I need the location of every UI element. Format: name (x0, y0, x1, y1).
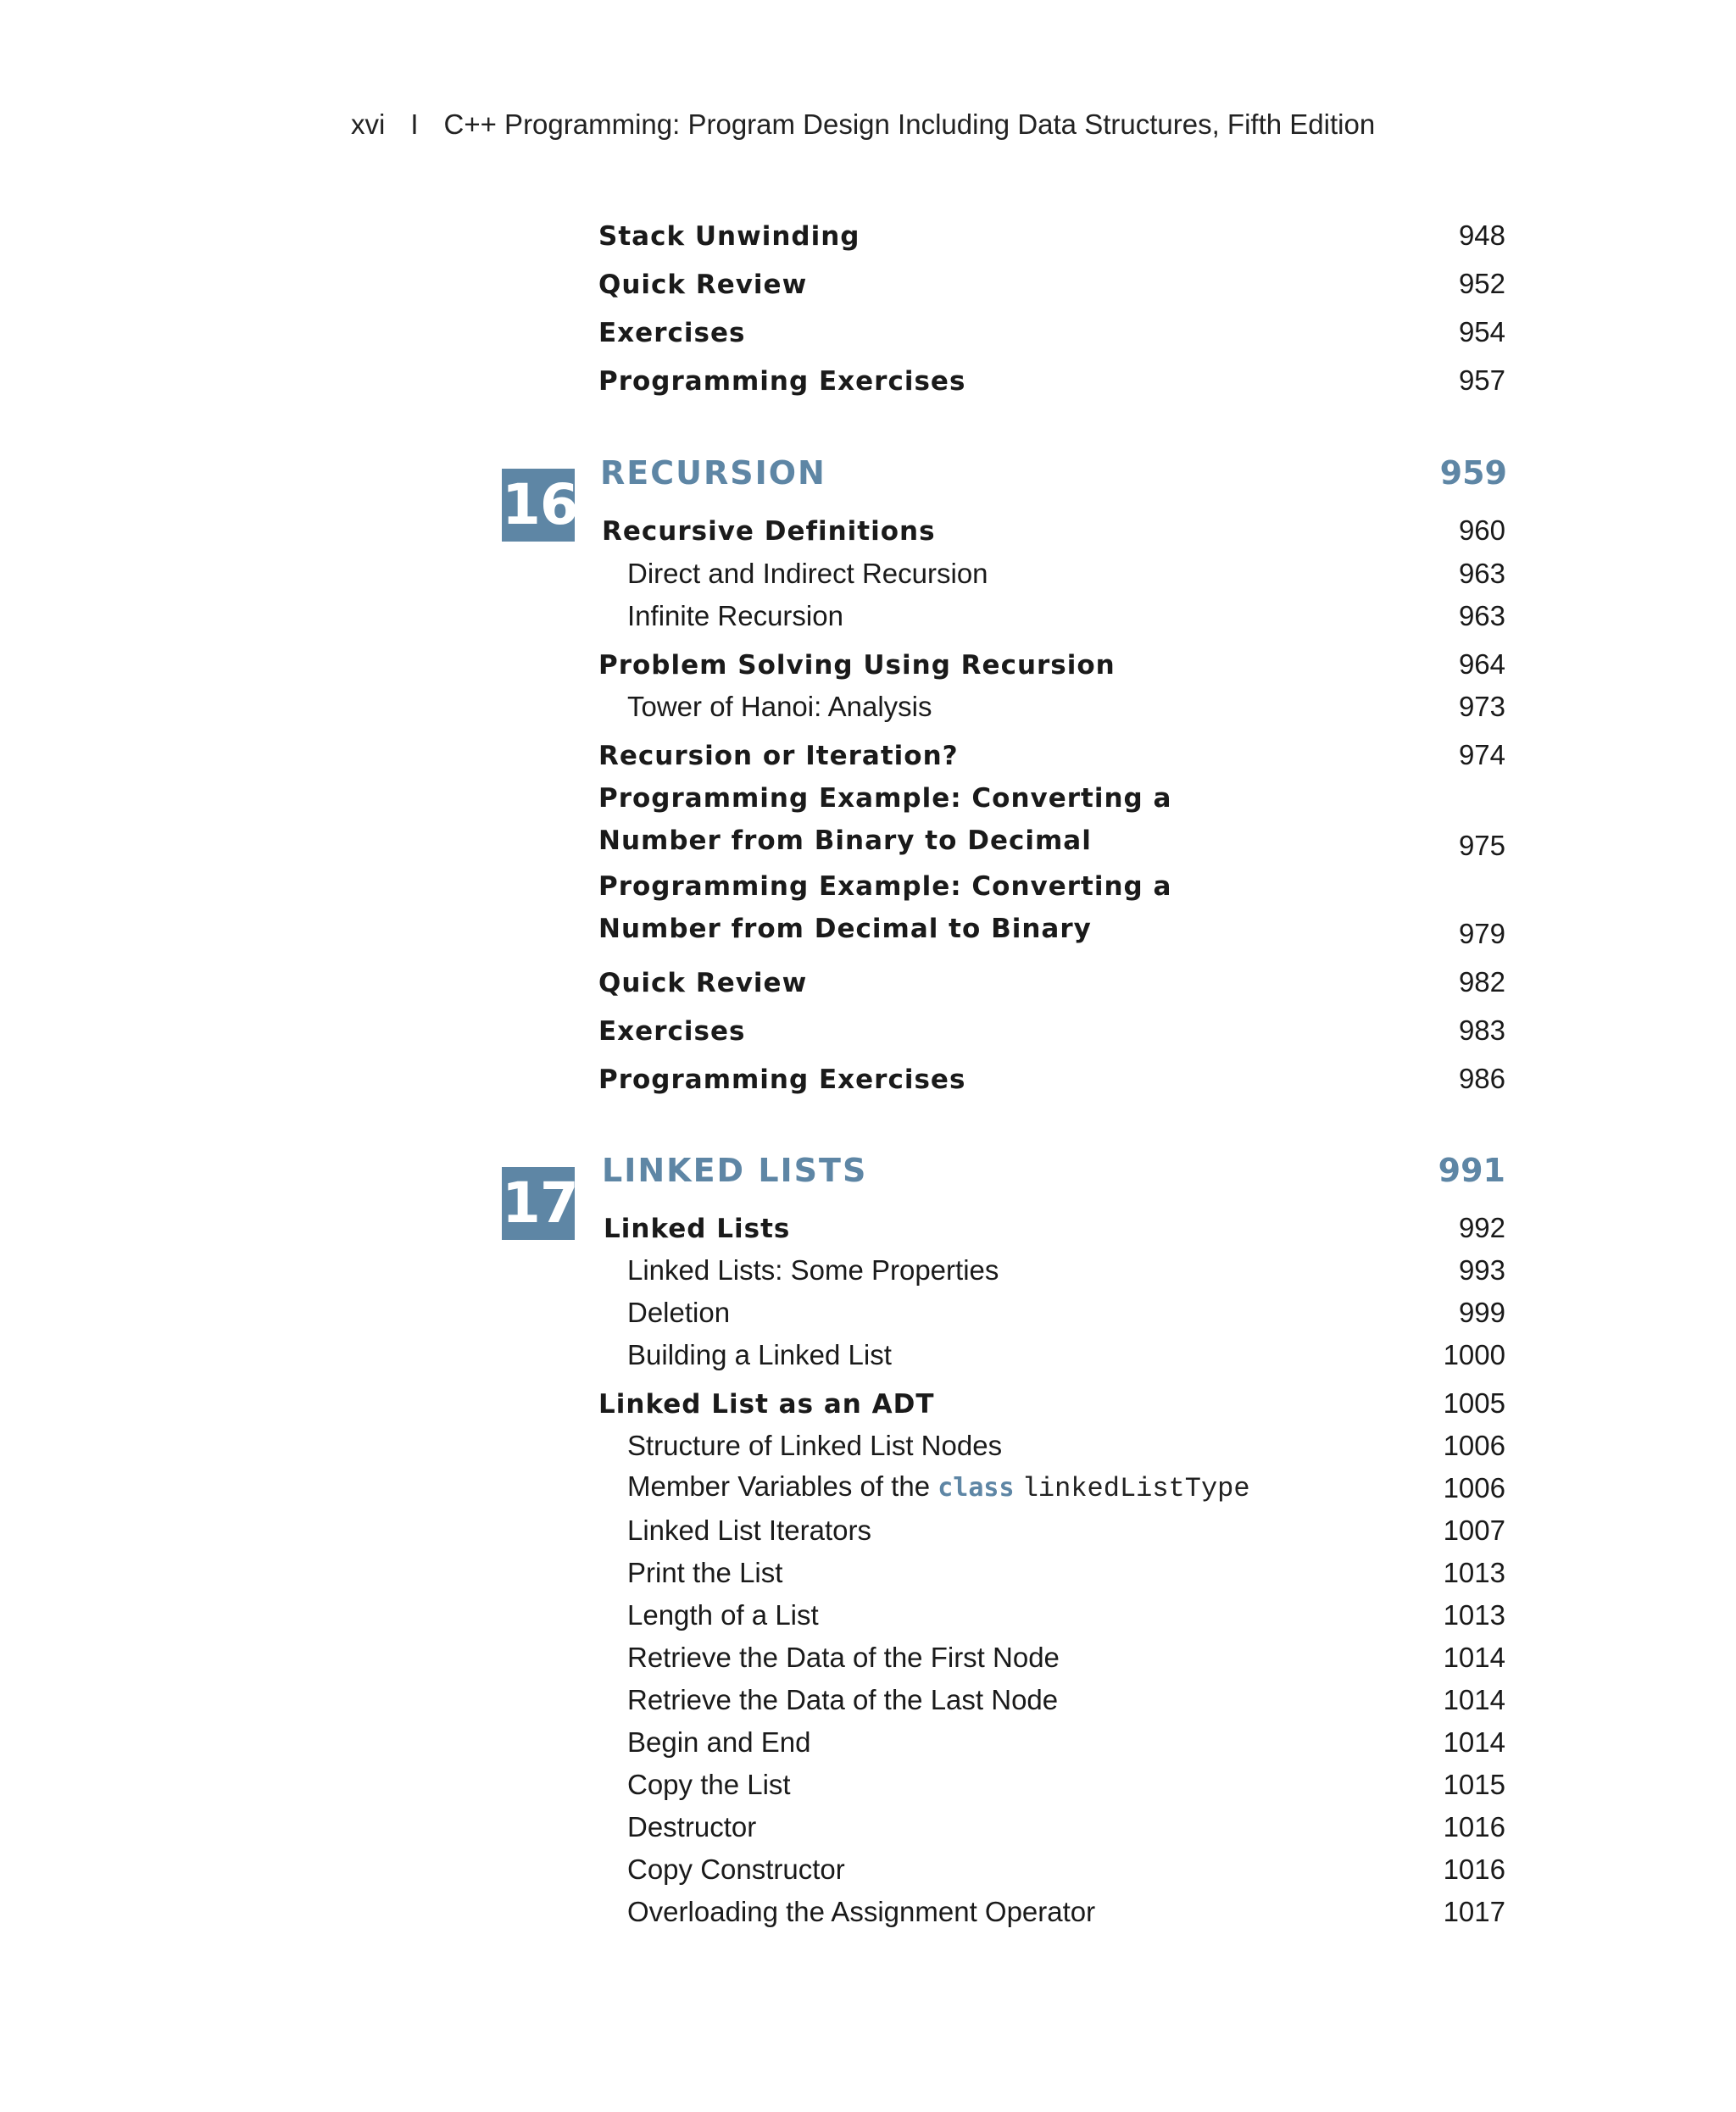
toc-subentry[interactable] (598, 1426, 1505, 1469)
toc-subentry[interactable] (598, 1681, 1505, 1723)
toc-entry[interactable] (598, 645, 1505, 687)
toc-entry-page: 957 (1458, 364, 1505, 396)
toc-entry-page: 964 (1458, 648, 1505, 680)
toc-entry-title: Problem Solving Using Recursion (598, 650, 1116, 681)
code-keyword: class (938, 1473, 1015, 1503)
toc-entry-page: 960 (1458, 514, 1505, 546)
toc-entry[interactable] (598, 1059, 1505, 1102)
toc-entry[interactable] (598, 1384, 1505, 1426)
chapter-heading[interactable] (602, 1153, 1505, 1196)
toc-entry-page: 1007 (1443, 1515, 1505, 1546)
toc-entry-title: Copy Constructor (627, 1854, 845, 1885)
header-separator: I (410, 108, 419, 140)
toc-entry-page: 1000 (1443, 1339, 1505, 1370)
toc-subentry[interactable] (598, 1511, 1505, 1553)
toc-entry-title: Deletion (627, 1297, 731, 1328)
toc-subentry[interactable] (598, 1638, 1505, 1681)
toc-entry-page: 948 (1458, 220, 1505, 251)
toc-subentry[interactable] (598, 554, 1505, 597)
running-header (351, 108, 1375, 141)
toc-subentry[interactable] (598, 1765, 1505, 1808)
toc-entry-page: 952 (1458, 268, 1505, 299)
toc-entry[interactable] (598, 216, 1505, 258)
toc-entry-title: Infinite Recursion (627, 600, 843, 631)
toc-entry[interactable] (602, 511, 1505, 553)
toc-entry-page: 1016 (1443, 1811, 1505, 1842)
chapter-number-badge: 16 (502, 469, 575, 542)
toc-subentry[interactable] (598, 687, 1505, 730)
toc-entry-title: Recursive Definitions (602, 516, 936, 547)
chapter-title: RECURSION (600, 454, 826, 492)
toc-entry[interactable] (598, 313, 1505, 355)
toc-entry-title: Retrieve the Data of the First Node (627, 1642, 1060, 1673)
chapter-title: LINKED LISTS (602, 1152, 868, 1189)
toc-entry-title: Retrieve the Data of the Last Node (627, 1684, 1059, 1715)
toc-entry-page: 979 (1458, 918, 1505, 949)
toc-entry-page: 1016 (1443, 1854, 1505, 1885)
toc-entry-page: 954 (1458, 316, 1505, 347)
toc-entry-page: 999 (1458, 1297, 1505, 1328)
toc-entry-title: Copy the List (627, 1769, 791, 1800)
toc-entry-page: 963 (1458, 558, 1505, 589)
toc-entry-title: Exercises (598, 1016, 746, 1047)
toc-subentry[interactable] (598, 1251, 1505, 1293)
toc-subentry[interactable] (598, 1808, 1505, 1850)
toc-entry-page: 963 (1458, 600, 1505, 631)
toc-subentry[interactable] (598, 1723, 1505, 1765)
toc-entry-title: Linked Lists (604, 1214, 791, 1244)
toc-entry-title: Direct and Indirect Recursion (627, 558, 988, 589)
toc-entry-page: 1014 (1443, 1684, 1505, 1715)
toc-entry-title: Building a Linked List (627, 1339, 892, 1370)
toc-subentry[interactable] (598, 597, 1505, 639)
toc-entry-title: Destructor (627, 1811, 757, 1842)
toc-subentry[interactable] (598, 1850, 1505, 1892)
toc-entry-title: Quick Review (598, 270, 808, 300)
toc-entry-page: 1014 (1443, 1726, 1505, 1758)
toc-entry-title: Tower of Hanoi: Analysis (627, 691, 932, 722)
toc-entry-title: Linked Lists: Some Properties (627, 1254, 999, 1286)
toc-entry-title: Exercises (598, 318, 746, 348)
toc-entry-title: Linked List as an ADT (598, 1389, 935, 1420)
toc-entry[interactable] (598, 736, 1505, 778)
toc-entry-page: 975 (1458, 830, 1505, 861)
toc-entry[interactable] (598, 361, 1505, 403)
toc-entry-page: 1013 (1443, 1557, 1505, 1588)
toc-entry-title: Print the List (627, 1557, 783, 1588)
toc-entry[interactable] (598, 963, 1505, 1005)
toc-entry[interactable] (598, 784, 1505, 869)
toc-entry-title: Structure of Linked List Nodes (627, 1430, 1003, 1461)
toc-entry-page: 1014 (1443, 1642, 1505, 1673)
toc-entry-page: 993 (1458, 1254, 1505, 1286)
toc-subentry[interactable] (598, 1469, 1505, 1511)
toc-subentry[interactable] (598, 1553, 1505, 1596)
toc-subentry[interactable] (598, 1336, 1505, 1378)
toc-entry-title: Programming Example: Converting a Number from Decimal to Binary (598, 871, 1172, 944)
toc-entry-title: Quick Review (598, 968, 808, 998)
toc-entry[interactable] (598, 872, 1505, 957)
toc-entry-title: Programming Exercises (598, 366, 966, 397)
toc-entry-title: Begin and End (627, 1726, 811, 1758)
header-book-title: C++ Programming: Program Design Including Data Structures, Fifth Edition (443, 108, 1376, 140)
toc-entry-page: 1005 (1443, 1387, 1505, 1419)
toc-subentry[interactable] (598, 1293, 1505, 1336)
toc-entry-title: Overloading the Assignment Operator (627, 1896, 1096, 1927)
toc-entry-page: 986 (1458, 1063, 1505, 1094)
chapter-number-badge: 17 (502, 1167, 575, 1240)
toc-entry-title: Stack Unwinding (598, 221, 860, 252)
toc-entry-page: 992 (1458, 1212, 1505, 1243)
toc-entry-page: 983 (1458, 1014, 1505, 1046)
toc-subentry[interactable] (598, 1596, 1505, 1638)
toc-entry-page: 1006 (1443, 1430, 1505, 1461)
chapter-heading[interactable] (600, 456, 1507, 498)
toc-entry[interactable] (598, 1011, 1505, 1053)
header-page-number: xvi (351, 108, 386, 140)
toc-entry-title: Length of a List (627, 1599, 819, 1631)
toc-entry-title: Recursion or Iteration? (598, 741, 959, 771)
toc-entry-page: 1013 (1443, 1599, 1505, 1631)
toc-entry-title-text: Member Variables of the (627, 1470, 931, 1502)
toc-entry-title: Programming Example: Converting a Number from Binary to Decimal (598, 783, 1172, 856)
toc-entry-title (627, 1470, 1250, 1504)
toc-entry-page: 1017 (1443, 1896, 1505, 1927)
toc-entry[interactable] (604, 1209, 1505, 1251)
toc-entry-page: 973 (1458, 691, 1505, 722)
chapter-page: 959 (1439, 454, 1507, 492)
code-identifier: linkedListType (1021, 1473, 1250, 1504)
toc-entry-page: 1006 (1443, 1472, 1505, 1503)
toc-subentry[interactable] (598, 1892, 1505, 1935)
toc-entry-title: Programming Exercises (598, 1064, 966, 1095)
toc-entry-page: 1015 (1443, 1769, 1505, 1800)
toc-entry-title: Linked List Iterators (627, 1515, 871, 1546)
chapter-page: 991 (1438, 1152, 1505, 1189)
toc-entry[interactable] (598, 264, 1505, 307)
toc-entry-page: 982 (1458, 966, 1505, 998)
toc-entry-page: 974 (1458, 739, 1505, 770)
